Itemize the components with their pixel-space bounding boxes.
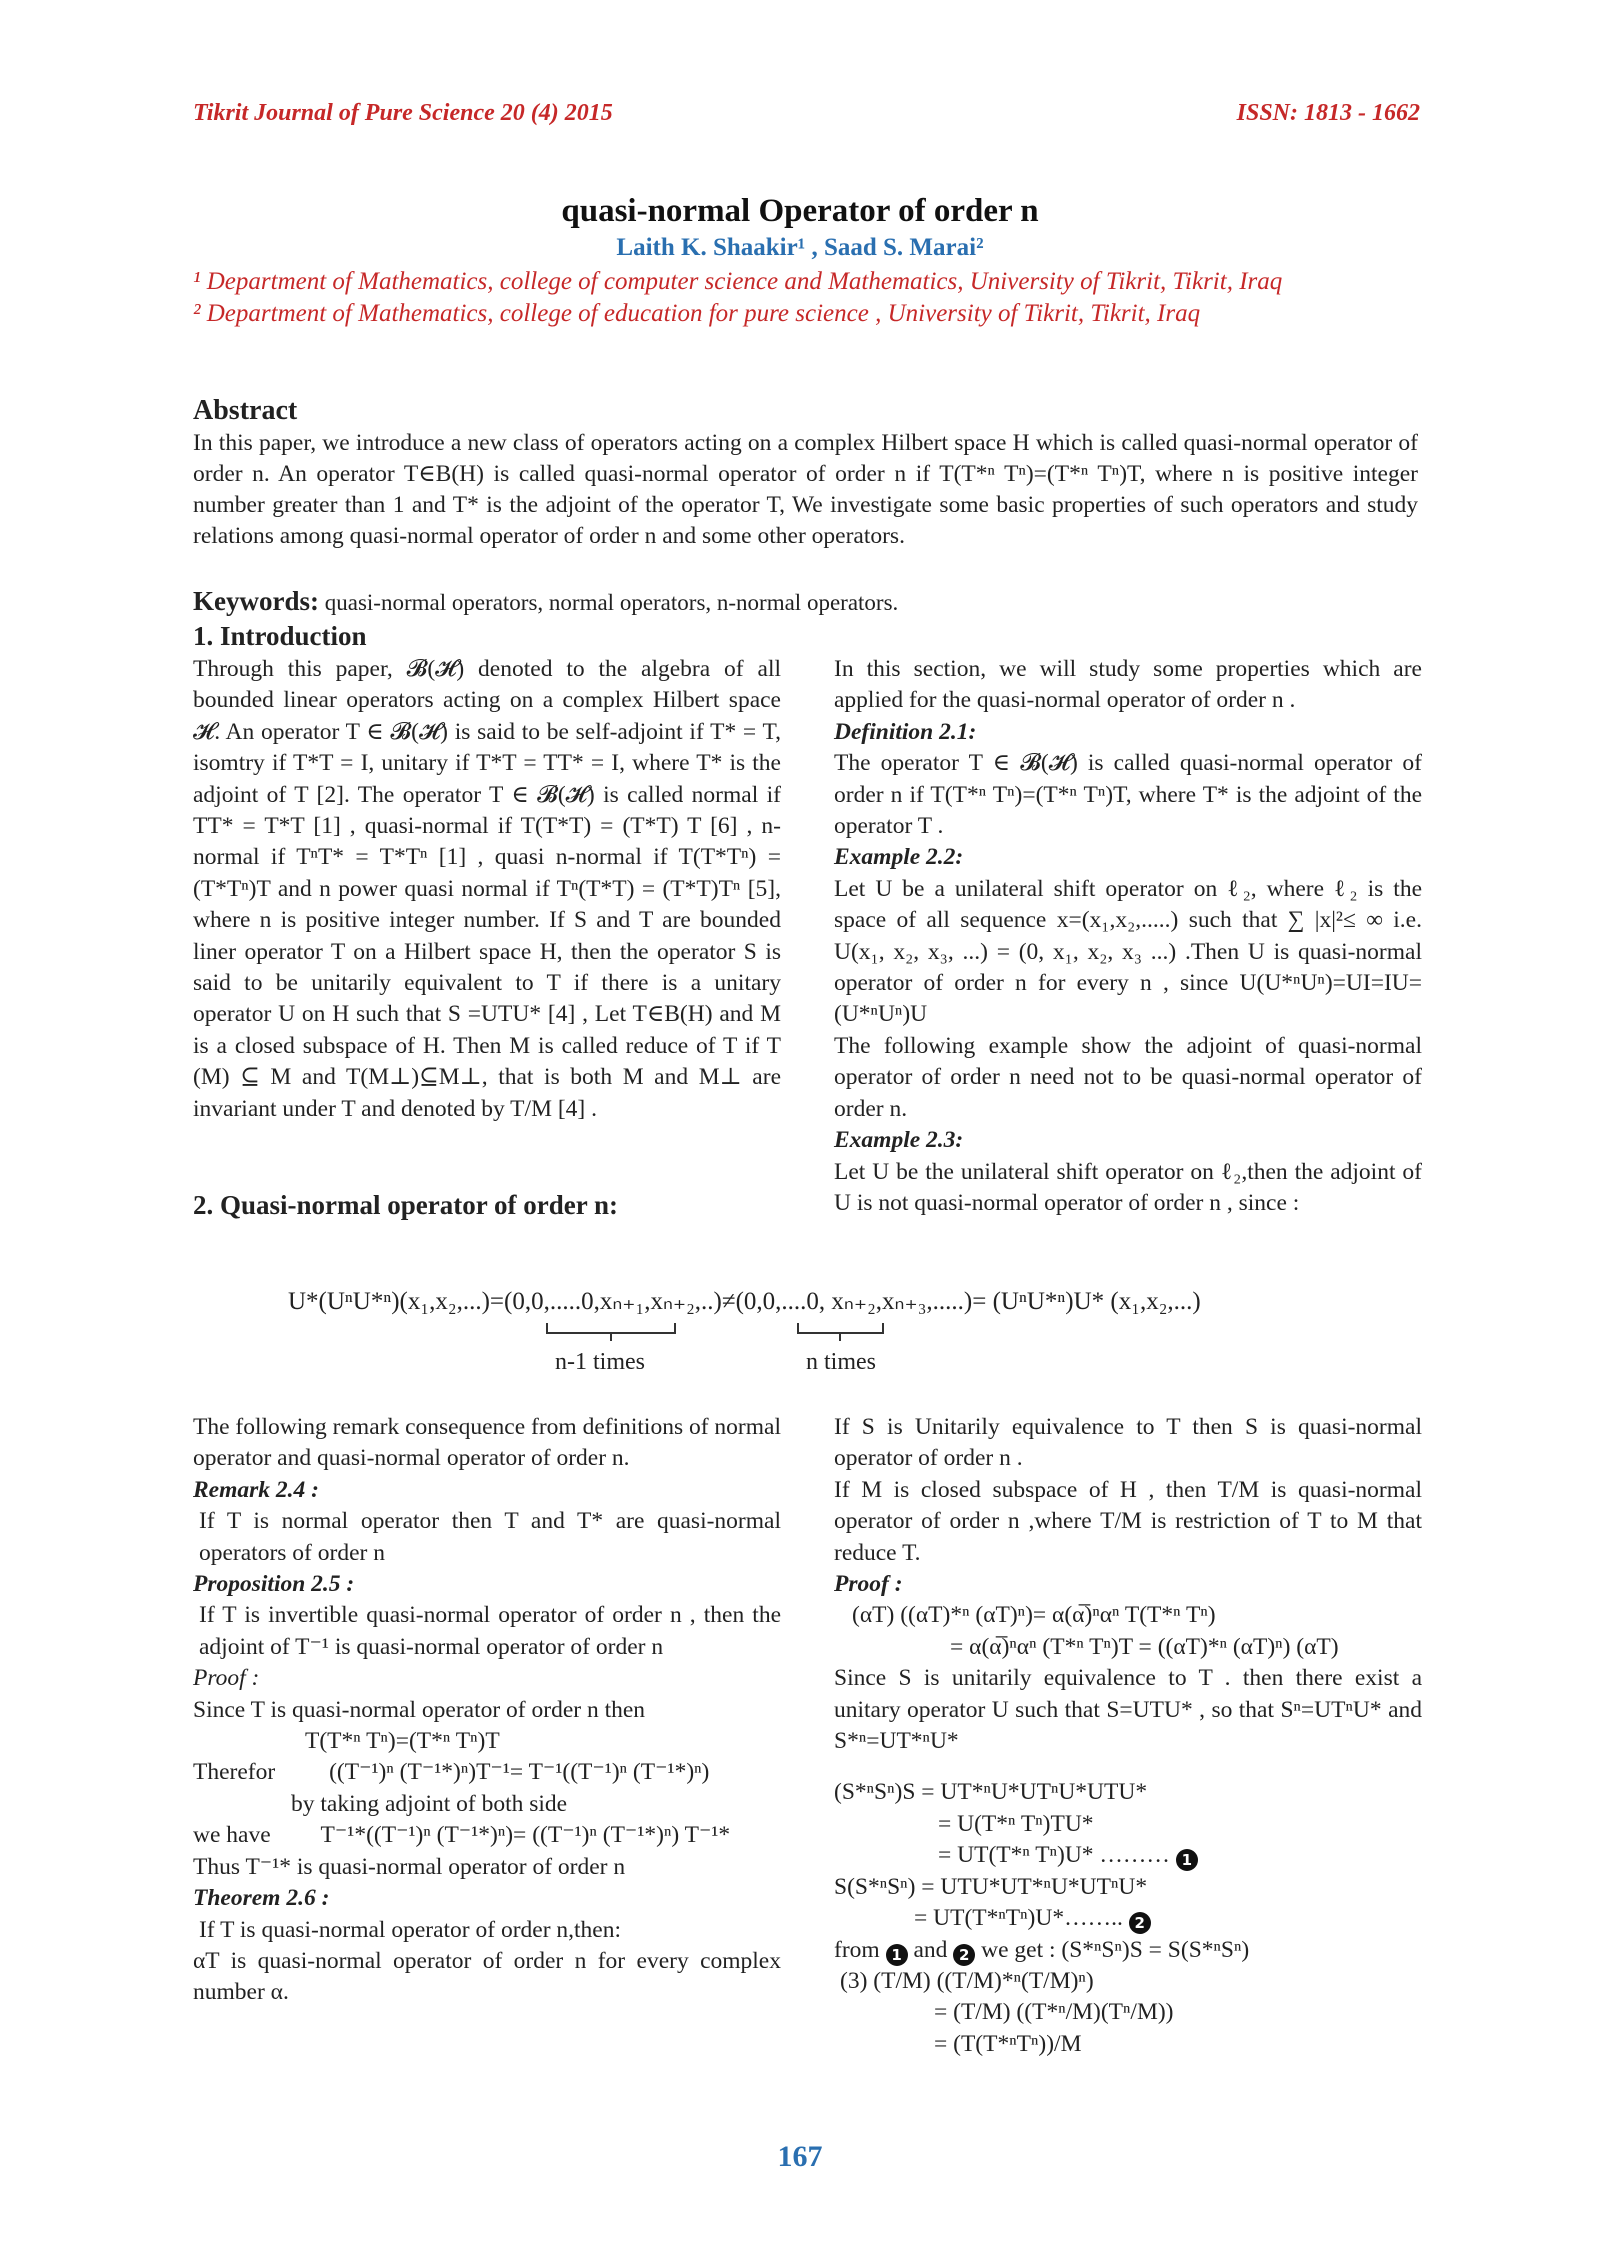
theorem-line-1: If T is quasi-normal operator of order n,then: <box>199 1916 622 1943</box>
definition-title: Definition 2.1: <box>834 718 977 745</box>
conclusion-from: from <box>834 1936 880 1963</box>
proof-eq-f3: = UT(T*ⁿ Tⁿ)U* ……… <box>938 1842 1170 1869</box>
page-number: 167 <box>777 2140 823 2173</box>
proof-eq-f3-row <box>834 1840 1422 1871</box>
brace-2-label: n times <box>806 1349 876 1375</box>
proposition-text: If T is invertible quasi-normal operator of order n , then the adjoint of T⁻¹ is quasi-normal operator of order n <box>199 1602 781 1660</box>
conclusion-and: and <box>913 1936 948 1963</box>
theorem-part-3: If M is closed subspace of H , then T/M is quasi-normal operator of order n ,where T/M is restriction of T to M that reduce T. <box>834 1476 1422 1566</box>
abstract-heading: Abstract <box>193 395 298 426</box>
proof-we-have: we have <box>193 1822 271 1849</box>
section-2-heading: 2. Quasi-normal operator of order n: <box>193 1190 618 1220</box>
affiliation-1: ¹ Department of Mathematics, college of computer science and Mathematics, University of Tikrit, Tikrit, Iraq <box>193 268 1283 295</box>
keywords-text: quasi-normal operators, normal operators, n-normal operators. <box>324 590 899 615</box>
proof-part-2-text: Since S is unitarily equivalence to T . then there exist a unitary operator U such that S=UTU* , so that Sⁿ=UTⁿU* and S*ⁿ=UT*ⁿU* <box>834 1665 1422 1755</box>
proof-line-5 <box>193 1820 781 1851</box>
proof-therefor: Therefor <box>193 1759 276 1786</box>
left-column-top <box>193 654 781 1125</box>
proof-eq-g2: = (T/M) ((T*ⁿ/M)(Tⁿ/M)) <box>934 1999 1174 2026</box>
right-column-top <box>834 654 1422 1219</box>
proof-conclusion <box>834 1935 1422 1966</box>
proof-label-2: Proof : <box>834 1571 903 1598</box>
example-follow-text: The following example show the adjoint of quasi-normal operator of order n need not to be quasi-normal operator of order n. <box>834 1032 1422 1122</box>
theorem-title: Theorem 2.6 : <box>193 1885 330 1912</box>
theorem-part-2: If S is Unitarily equivalence to T then S is quasi-normal operator of order n . <box>834 1414 1422 1472</box>
example-2-2-title: Example 2.2: <box>834 844 964 871</box>
equation-main: U*(UⁿU*ⁿ)(x₁,x₂,...)=(0,0,.....0,xₙ₊₁,xₙ₊₂,..)≠(0,0,....0, xₙ₊₂,xₙ₊₃,.....)= (UⁿU*ⁿ)U* (x₁,x₂,...) <box>288 1288 1201 1315</box>
brace-1-label: n-1 times <box>555 1349 645 1375</box>
brace-1 <box>547 1323 675 1333</box>
intro-paragraph: Through this paper, 𝓑(𝓗) denoted to the algebra of all bounded linear operators acting on a complex Hilbert space 𝓗. An operator T ∈ 𝓑(𝓗) is said to be self-adjoint if T* = T, isomtry if T*T = I, unitary if T*T = TT* = I, where T* is the adjoint of T [2]. The operator T ∈ 𝓑(𝓗) is called normal if TT* = T*T [1] , quasi-normal if T(T*T) = (T*T) T [6] , n-normal if TⁿT* = T*Tⁿ [1] , quasi n-normal if T(T*Tⁿ) = (T*Tⁿ)T and n power quasi normal if Tⁿ(T*T) = (T*T)Tⁿ [5], where n is positive integer number. If S and T are bounded liner operator T on a Hilbert space H, then the operator S is said to be unitarily equivalent to T if there is a unitary operator U on H such that S =UTU* [4] , Let T∈B(H) and M is a closed subspace of H. Then M is called reduce of T if T (M) ⊆ M and T(M⊥)⊆M⊥, that is both M and M⊥ are invariant under T and denoted by T/M [4] . <box>193 656 781 1122</box>
remark-title: Remark 2.4 : <box>193 1476 319 1503</box>
proof-line-2: T(T*ⁿ Tⁿ)=(T*ⁿ Tⁿ)T <box>305 1728 500 1755</box>
shift-equation <box>280 1275 1340 1385</box>
keywords-label: Keywords: <box>193 586 319 616</box>
paper-title: quasi-normal Operator of order n <box>561 193 1039 229</box>
proof-eq-a2: = α(α̅)ⁿαⁿ (T*ⁿ Tⁿ)T = ((αT)*ⁿ (αT)ⁿ) (αT) <box>950 1633 1339 1660</box>
proposition-title: Proposition 2.5 : <box>193 1571 355 1598</box>
remark-text: If T is normal operator then T and T* are quasi-normal operators of order n <box>199 1508 781 1566</box>
brace-2 <box>798 1323 883 1333</box>
proof-eq-f5: = UT(T*ⁿTⁿ)U*…….. <box>914 1905 1123 1932</box>
theorem-line-2: αT is quasi-normal operator of order n for every complex number α. <box>193 1947 781 2006</box>
proof-eq-a1: (αT) ((αT)*ⁿ (αT)ⁿ)= α(α̅)ⁿαⁿ T(T*ⁿ Tⁿ) <box>852 1602 1216 1629</box>
proof-eq-g3: = (T(T*ⁿTⁿ))/M <box>934 2030 1082 2057</box>
example-2-3-text: Let U be the unilateral shift operator on ℓ₂,then the adjoint of U is not quasi-normal operator of order n , since : <box>834 1158 1422 1216</box>
equation-bullet-2: 2 <box>1129 1912 1151 1934</box>
proof-line-4: by taking adjoint of both side <box>291 1790 568 1817</box>
abstract-text: In this paper, we introduce a new class of operators acting on a complex Hilbert space H which is called quasi-normal operator of order n. An operator T∈B(H) is called quasi-normal operator of order n if T(T*ⁿ Tⁿ)=(T*ⁿ Tⁿ)T, where n is positive integer number greater than 1 and T* is the adjoint of the operator T, We investigate some basic properties of such operators and study relations among quasi-normal operator of order n and some other operators. <box>193 430 1418 549</box>
proof-eq-f1: (S*ⁿSⁿ)S = UT*ⁿU*UTⁿU*UTU* <box>834 1779 1148 1806</box>
proof-line-3 <box>193 1757 781 1788</box>
proof-line-1: Since T is quasi-normal operator of order n then <box>193 1696 646 1723</box>
equation-bullet-1: 1 <box>1176 1849 1198 1871</box>
section-intro: In this section, we will study some properties which are applied for the quasi-normal operator of order n . <box>834 656 1422 714</box>
proof-line-6: Thus T⁻¹* is quasi-normal operator of order n <box>193 1853 626 1880</box>
left-column-bottom <box>193 1412 781 2009</box>
authors: Laith K. Shaakir¹ , Saad S. Marai² <box>616 234 984 261</box>
conclusion-bullet-2: 2 <box>953 1944 975 1966</box>
proof-eq-g1: (3) (T/M) ((T/M)*ⁿ(T/M)ⁿ) <box>840 1967 1094 1994</box>
example-2-2-text: Let U be a unilateral shift operator on ℓ₂, where ℓ₂ is the space of all sequence x=(x₁,x₂,.....) such that ∑ |x|²≤ ∞ i.e. U(x₁, x₂, x₃, ...) = (0, x₁, x₂, x₃ ...) .Then U is quasi-normal operator of order n for every n , since U(U*ⁿUⁿ)=UI=IU=(U*ⁿUⁿ)U <box>834 875 1422 1028</box>
proof-eq-3: ((T⁻¹)ⁿ (T⁻¹*)ⁿ)T⁻¹= T⁻¹((T⁻¹)ⁿ (T⁻¹*)ⁿ) <box>329 1759 710 1786</box>
keywords <box>193 586 898 617</box>
proof-eq-f5-row <box>834 1903 1422 1934</box>
proof-eq-f4: S(S*ⁿSⁿ) = UTU*UT*ⁿU*UTⁿU* <box>834 1873 1148 1900</box>
conclusion-result: we get : (S*ⁿSⁿ)S = S(S*ⁿSⁿ) <box>981 1936 1250 1963</box>
proof-label: Proof : <box>193 1665 260 1692</box>
definition-text: The operator T ∈ 𝓑(𝓗) is called quasi-normal operator of order n if T(T*ⁿ Tⁿ)=(T*ⁿ Tⁿ)T, where T* is the adjoint of the operator T . <box>834 750 1422 840</box>
example-2-3-title: Example 2.3: <box>834 1127 964 1154</box>
conclusion-bullet-1: 1 <box>886 1944 908 1966</box>
proof-eq-f2: = U(T*ⁿ Tⁿ)TU* <box>938 1810 1094 1837</box>
proof-eq-5: T⁻¹*((T⁻¹)ⁿ (T⁻¹*)ⁿ)= ((T⁻¹)ⁿ (T⁻¹*)ⁿ) T⁻¹* <box>320 1822 731 1849</box>
journal-header: Tikrit Journal of Pure Science 20 (4) 2015 <box>193 100 613 126</box>
remark-intro: The following remark consequence from definitions of normal operator and quasi-normal operator of order n. <box>193 1414 781 1472</box>
right-column-bottom <box>834 1412 1422 2060</box>
intro-heading: 1. Introduction <box>193 621 367 651</box>
affiliation-2: ² Department of Mathematics, college of education for pure science , University of Tikrit, Tikrit, Iraq <box>193 300 1201 327</box>
issn-header: ISSN: 1813 - 1662 <box>1236 100 1420 126</box>
